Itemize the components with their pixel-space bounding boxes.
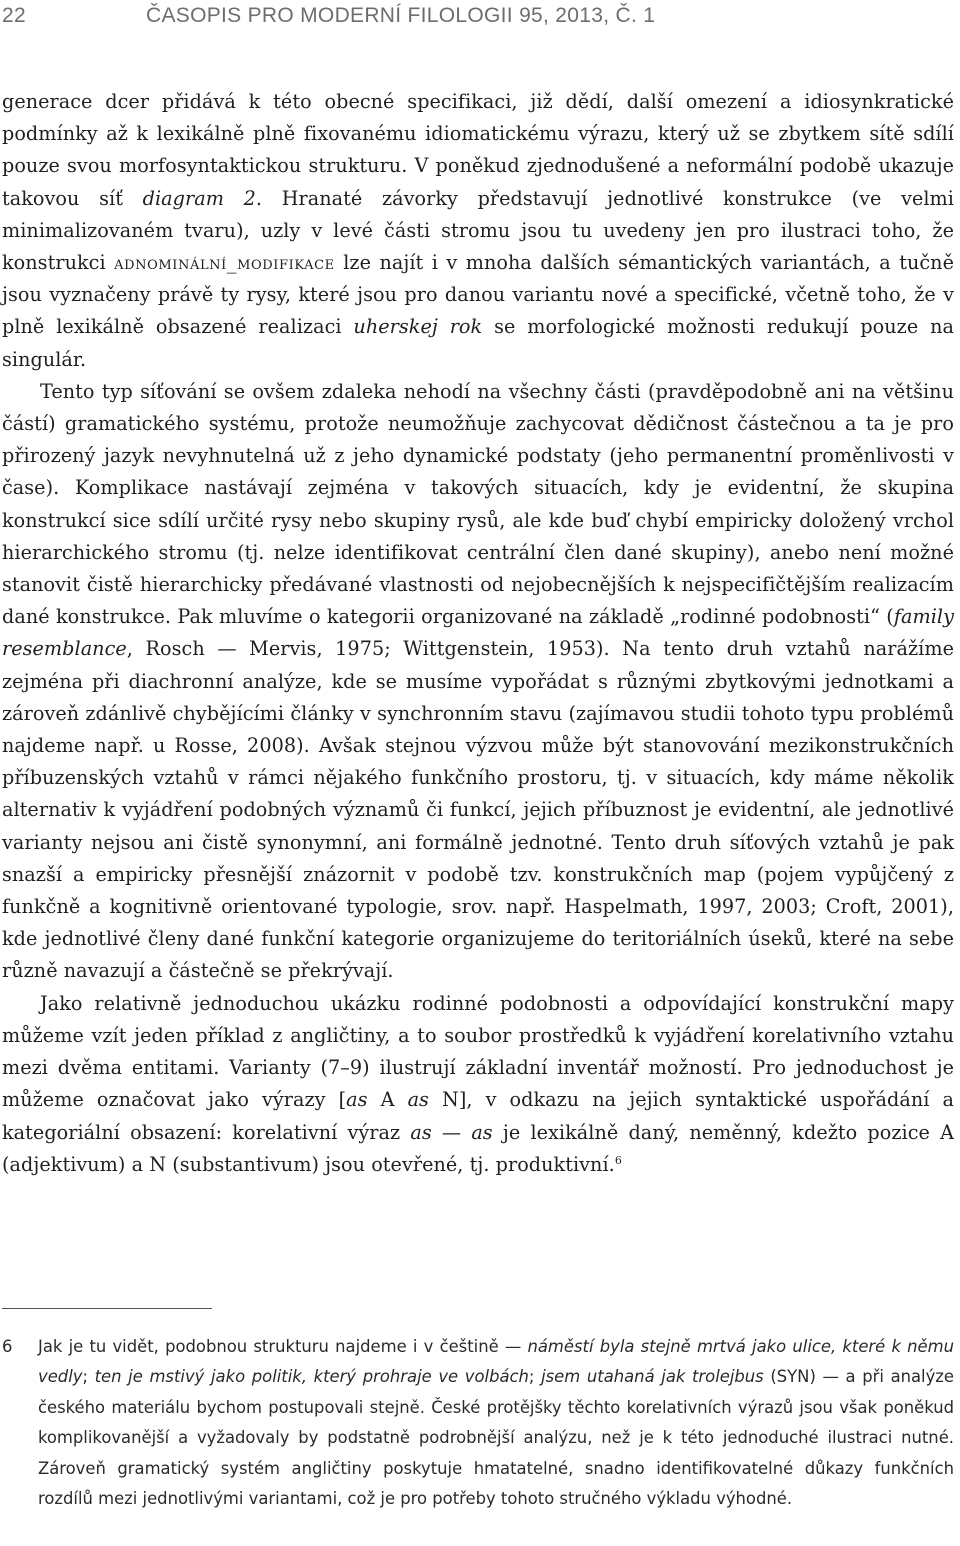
text-run: Tento typ síťování se ovšem zdaleka nehodí na všechny části (pravděpodobně ani na většinu částí) gramatického systému, protože neumožňuje zachycovat dědičnost částečnou a ta je pro přirozený jazyk nevyhnutelná už z jeho dynamické podstaty (jeho permanentní proměnlivosti v čase). Komplikace nastávají zejména v takových situacích, kdy je evidentní, že skupina konstrukcí sice sdílí určité rysy nebo skupiny rysů, ale kde buď chybí empiricky doložený vrchol hierarchického stromu (tj. nelze identifikovat centrální člen dané skupiny), anebo není možné stanovit čistě hierarchicky předávané vlastnosti od nejobecnějších k nejspecifičtějším realizacím dané konstrukce. Pak mluvíme o kategorii organizované na základě „rodinné podobnosti“ ( bbox=[2, 379, 954, 629]
body-text bbox=[2, 86, 954, 1181]
paragraph-1 bbox=[2, 86, 954, 376]
text-run: ; bbox=[528, 1367, 542, 1387]
italic-run: as bbox=[407, 1088, 429, 1112]
small-caps-term: adnominální_modifikace bbox=[114, 251, 335, 275]
journal-title: ČASOPIS PRO MODERNÍ FILOLOGII 95, 2013, Č. 1 bbox=[146, 4, 656, 27]
footnote-ref[interactable]: 6 bbox=[614, 1153, 622, 1167]
italic-run: uherskej rok bbox=[353, 315, 483, 339]
footnote-number: 6 bbox=[2, 1337, 13, 1356]
text-run: Jako relativně jednoduchou ukázku rodinné podobnosti a odpovídající konstrukční mapy můžeme vzít jeden příklad z angličtiny, a to soubor prostředků k vyjádření korelativního vztahu mezi dvěma entitami. Varianty (7–9) ilustrují základní inventář možností. Pro jednoduchost je můžeme označovat jako výrazy [ bbox=[2, 991, 954, 1112]
text-run: lze najít i v mnoha dalších sémantických variantách, a tučně jsou vyznačeny právě ty rysy, které jsou pro danou variantu nové a specifické, včetně toho, že v plně lexikálně obsazené realizaci bbox=[2, 251, 954, 339]
italic-run: family resemblance bbox=[2, 605, 954, 661]
paragraph-2 bbox=[2, 376, 954, 988]
text-run: se morfologické možnosti redukují pouze na singulár. bbox=[2, 315, 955, 371]
text-run: , Rosch — Mervis, 1975; Wittgenstein, 1953). Na tento druh vztahů narážíme zejména při diachronní analýze, kde se musíme vypořádat s různými zbytkovými jednotkami a zároveň zdánlivě chybějícími články v synchronním stavu (zajímavou studii tohoto typu problémů najdeme např. u Rosse, 2008). Avšak stejnou výzvou může být stanovování mezikonstrukčních příbuzenských vztahů v rámci nějakého funkčního prostoru, tj. v situacích, kdy máme několik alternativ k vyjádření podobných významů či funkcí, jejich příbuznost je evidentní, ale jednotlivé varianty nejsou ani čistě synonymní, ani formálně jednotné. Tento druh síťových vztahů je pak snazší a empiricky přesnější znázornit v podobě tzv. konstrukčních map (pojem vypůjčený z funkčně a kognitivně orientované typologie, srov. např. Haspelmath, 1997, 2003; Croft, 2001), kde jednotlivé členy dané funkční kategorie organizujeme do teritoriálních úseků, které na sebe různě navazují a částečně se překrývají. bbox=[2, 637, 954, 983]
italic-run: as bbox=[346, 1088, 368, 1112]
paragraph-3 bbox=[2, 988, 954, 1181]
footnote-divider bbox=[2, 1308, 212, 1309]
text-run: Jak je tu vidět, podobnou strukturu najdeme i v češtině — bbox=[38, 1337, 528, 1356]
text-run: N], v odkazu na jejich syntaktické uspořádání a kategoriální obsazení: korelativní výraz bbox=[2, 1088, 954, 1144]
footnote-text bbox=[38, 1332, 954, 1514]
italic-run: ten je mstivý jako politik, který prohraje ve volbách bbox=[94, 1367, 529, 1387]
text-run: A bbox=[367, 1088, 408, 1112]
italic-run: jsem utahaná jak trolejbus bbox=[541, 1367, 764, 1387]
italic-run: as — as bbox=[410, 1120, 493, 1144]
footnote-6 bbox=[2, 1332, 954, 1514]
running-header bbox=[2, 4, 954, 38]
text-run: generace dcer přidává k této obecné specifikaci, již dědí, další omezení a idiosynkratické podmínky až k lexikálně plně fixovanému idiomatickému výrazu, který už se zbytkem sítě sdílí pouze svou morfosyntaktickou strukturu. V poněkud zjednodušené a neformální podobě ukazuje takovou síť bbox=[2, 90, 954, 210]
italic-run: náměstí byla stejně mrtvá jako ulice, které k němu vedly bbox=[38, 1337, 954, 1387]
text-run: je lexikálně daný, neměnný, kdežto pozice A (adjektivum) a N (substantivum) jsou otevřené, tj. produktivní. bbox=[2, 1120, 954, 1176]
text-run: ; bbox=[82, 1367, 95, 1387]
text-run: . Hranaté závorky představují jednotlivé konstrukce (ve velmi minimalizovaném tvaru), uzly v levé části stromu jsou tu uvedeny jen pro ilustraci toho, že konstrukci bbox=[2, 186, 954, 275]
text-run: (SYN) — a při analýze českého materiálu bychom postupovali stejně. České protějšky těchto korelativních výrazů jsou však poněkud komplikovanější a vyžadovaly by podstatně podrobnější analýzu, než je k této jednoduché ilustraci nutné. Zároveň gramatický systém angličtiny poskytuje hmatatelné, snadno identifikovatelné důkazy funkčních rozdílů mezi jednotlivými variantami, což je pro potřeby tohoto stručného výkladu výhodné. bbox=[38, 1367, 954, 1509]
italic-run: diagram 2 bbox=[142, 186, 256, 210]
page-number: 22 bbox=[2, 4, 26, 27]
